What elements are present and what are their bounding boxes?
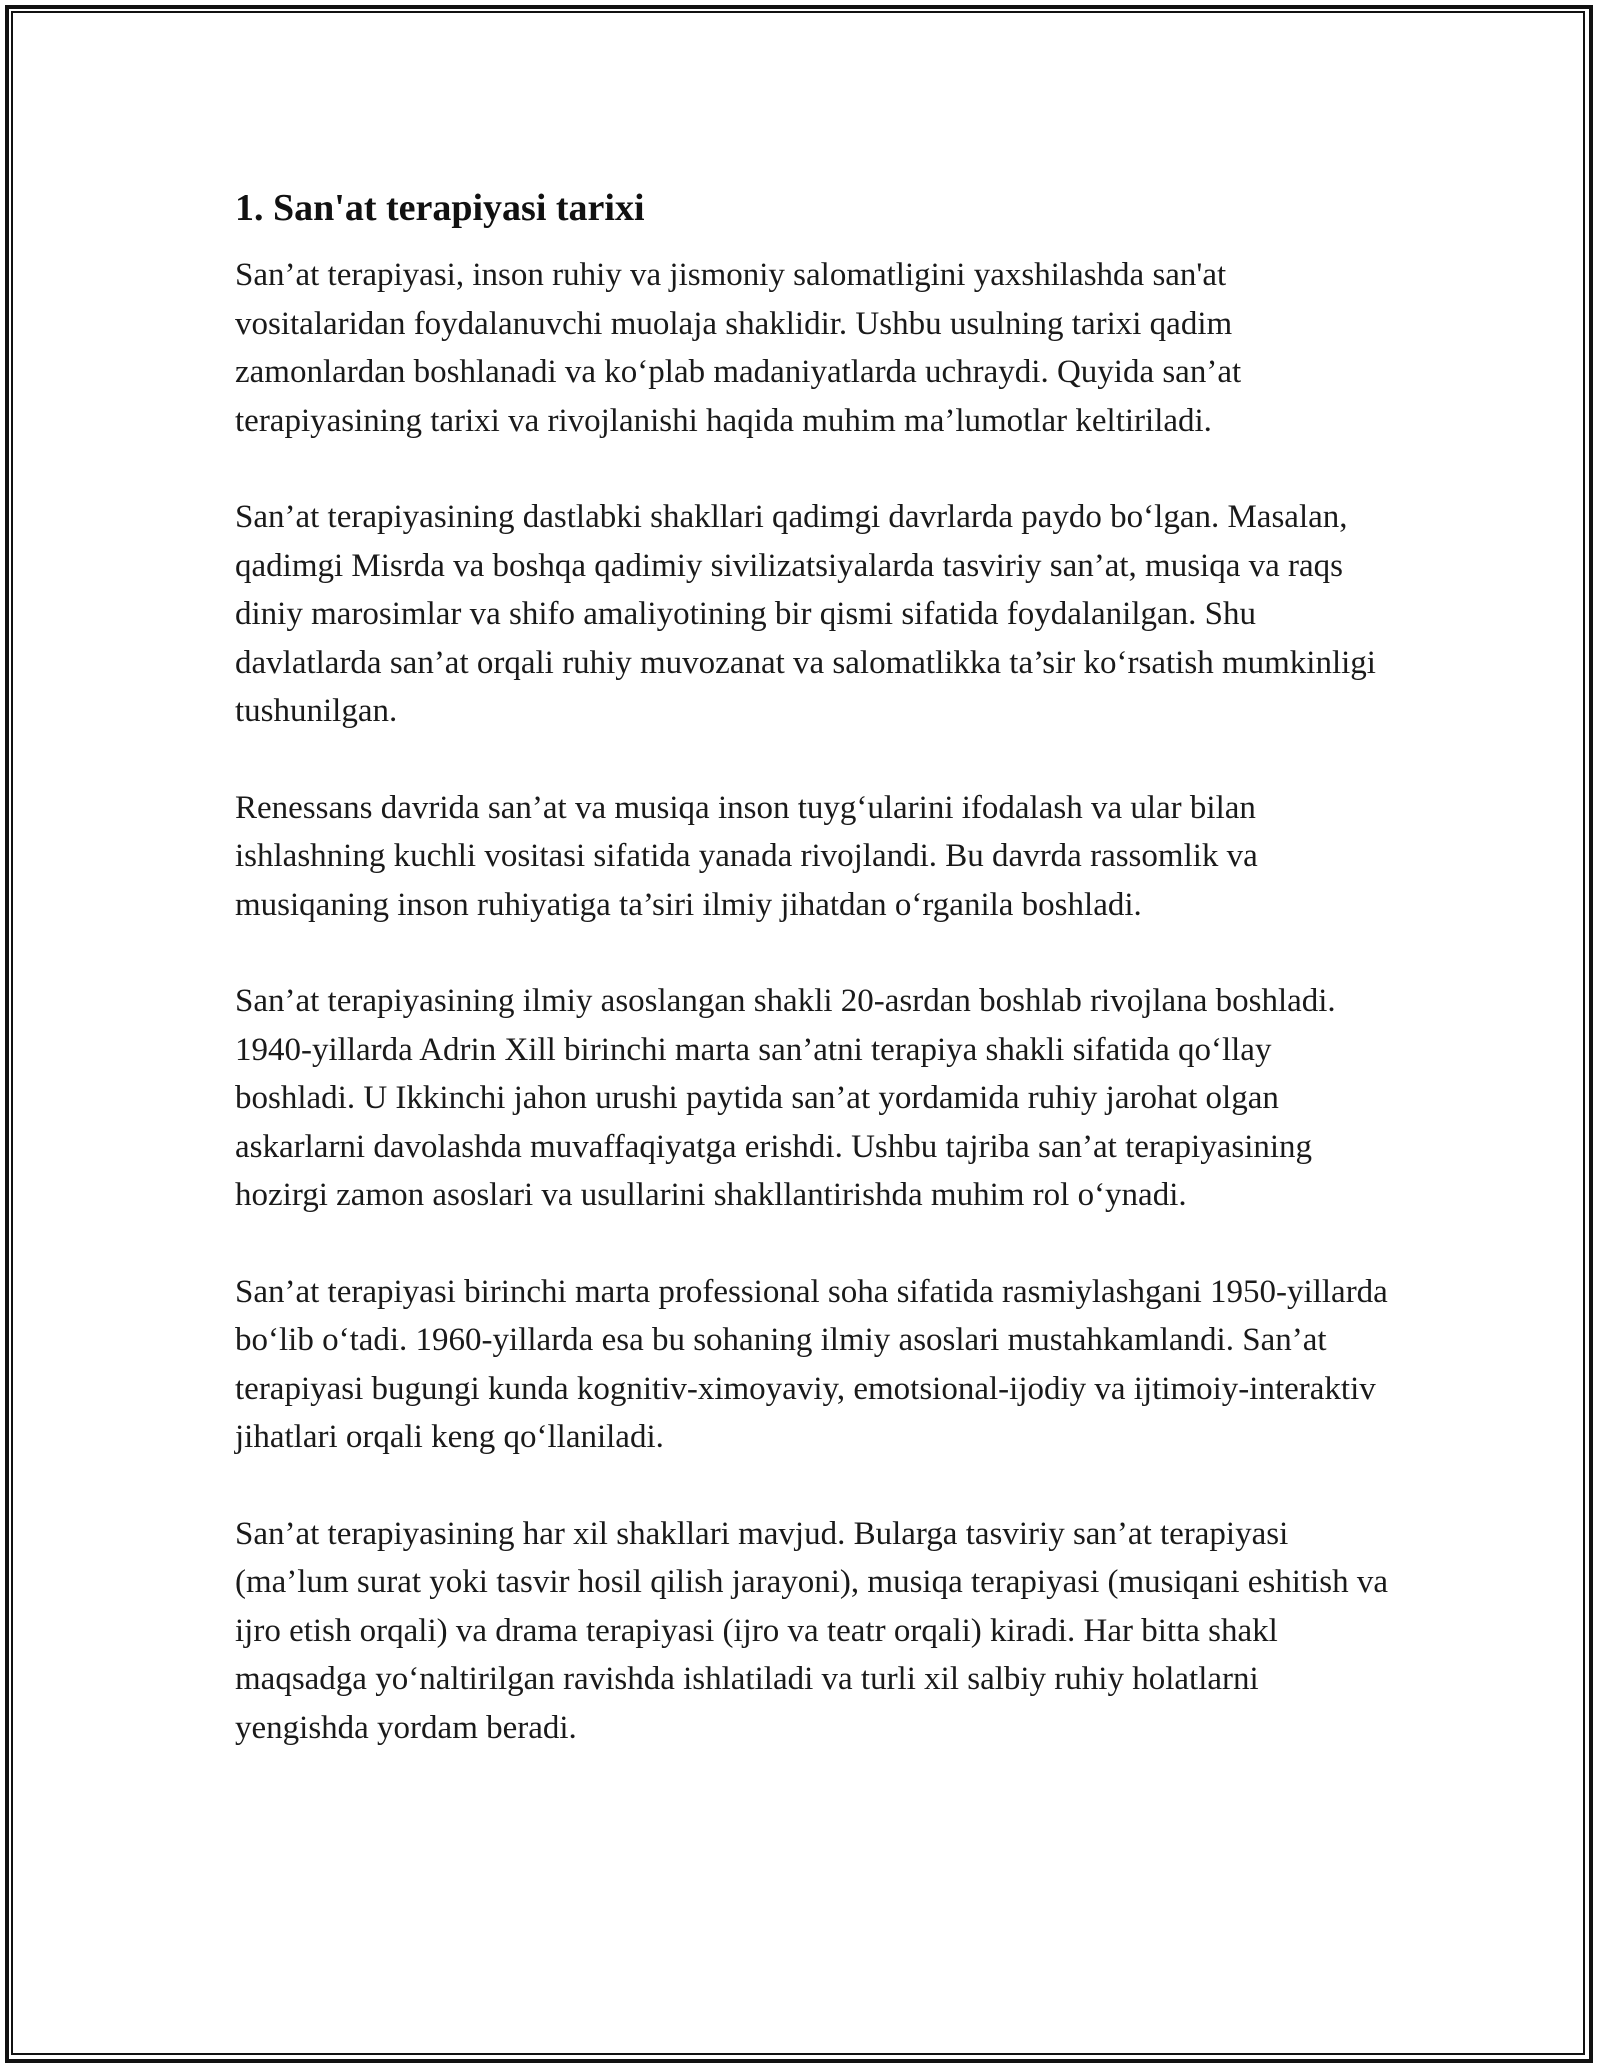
document-body (235, 185, 1395, 1800)
paragraph-professionalization: San’at terapiyasi birinchi marta professional soha sifatida rasmiylashgani 1950-yillarda bo‘lib o‘tadi. 1960-yillarda esa bu sohaning ilmiy asoslari mustahkamlandi. San’at terapiyasi bugungi kunda kognitiv-ximoyaviy, emotsional-ijodiy va ijtimoiy-interaktiv jihatlari orqali keng qo‘llaniladi. (235, 1273, 1388, 1455)
paragraph-20th-century: San’at terapiyasining ilmiy asoslangan shakli 20-asrdan boshlab rivojlana boshladi. 1940-yillarda Adrin Xill birinchi marta san’atni terapiya shakli sifatida qo‘llay boshladi. U Ikkinchi jahon urushi paytida san’at yordamida ruhiy jarohat olgan askarlarni davolashda muvaffaqiyatga erishdi. Ushbu tajriba san’at terapiyasining hozirgi zamon asoslari va usullarini shakllantirishda muhim rol o‘ynadi. (235, 983, 1336, 1213)
paragraph-introduction: San’at terapiyasi, inson ruhiy va jismoniy salomatligini yaxshilashda san'at vositalaridan foydalanuvchi muolaja shaklidir. Ushbu usulning tarixi qadim zamonlardan boshlanadi va ko‘plab madaniyatlarda uchraydi. Quyida san’at terapiyasining tarixi va rivojlanishi haqida muhim ma’lumotlar keltiriladi. (235, 257, 1242, 439)
paragraph-ancient-origins: San’at terapiyasining dastlabki shakllari qadimgi davrlarda paydo bo‘lgan. Masalan, qadimgi Misrda va boshqa qadimiy sivilizatsiyalarda tasviriy san’at, musiqa va raqs diniy marosimlar va shifo amaliyotining bir qismi sifatida foydalanilgan. Shu davlatlarda san’at orqali ruhiy muvozanat va salomatlikka ta’sir ko‘rsatish mumkinligi tushunilgan. (235, 499, 1376, 729)
section-heading: 1. San'at terapiyasi tarixi (235, 187, 645, 229)
paragraph-forms: San’at terapiyasining har xil shakllari mavjud. Bularga tasviriy san’at terapiyasi (ma’lum surat yoki tasvir hosil qilish jarayoni), musiqa terapiyasi (musiqani eshitish va ijro etish orqali) va drama terapiyasi (ijro va teatr orqali) kiradi. Har bitta shakl maqsadga yo‘naltirilgan ravishda ishlatiladi va turli xil salbiy ruhiy holatlarni yengishda yordam beradi. (235, 1515, 1388, 1746)
paragraph-renaissance: Renessans davrida san’at va musiqa inson tuyg‘ularini ifodalash va ular bilan ishlashning kuchli vositasi sifatida yanada rivojlandi. Bu davrda rassomlik va musiqaning inson ruhiyatiga ta’siri ilmiy jihatdan o‘rganila boshladi. (235, 789, 1258, 923)
